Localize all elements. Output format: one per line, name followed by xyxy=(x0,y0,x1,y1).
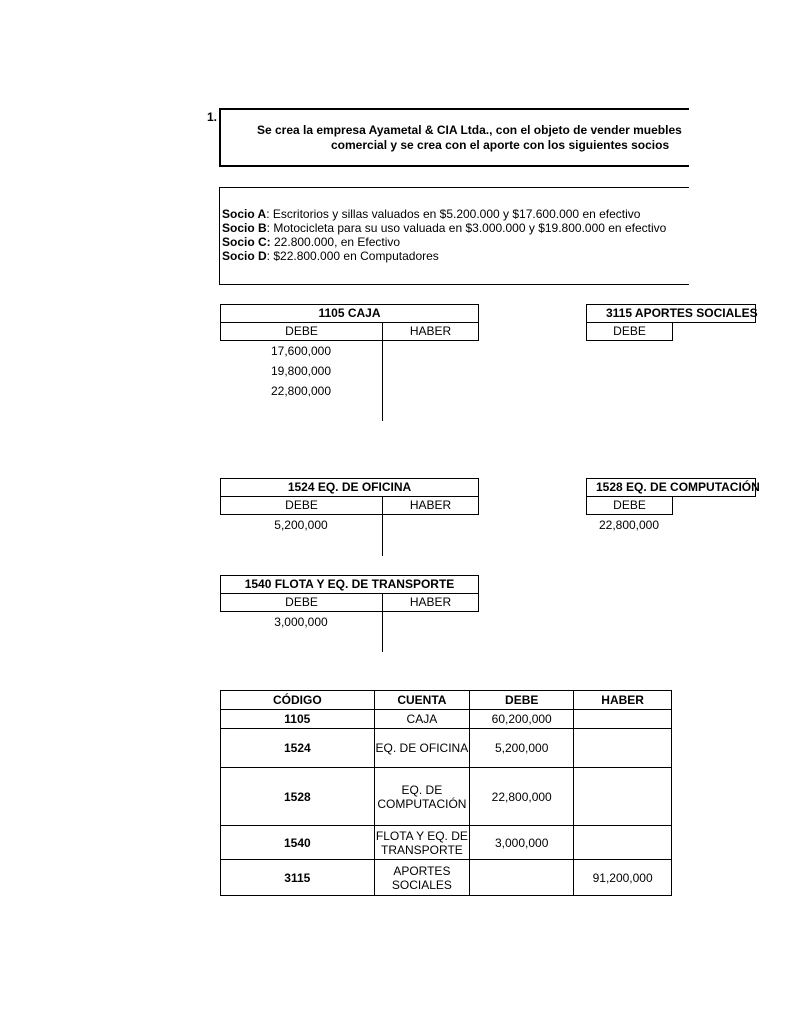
title-box xyxy=(219,108,689,167)
haber-header: HABER xyxy=(382,496,479,515)
socio-text: Escritorios y sillas valuados en $5.200.000 y $17.600.000 en efectivo xyxy=(269,207,641,221)
summary-table xyxy=(220,690,672,896)
debe-header: DEBE xyxy=(220,322,383,341)
debe-value: 22,800,000 xyxy=(598,518,660,532)
table-row xyxy=(221,826,672,860)
socio-text: Motocicleta para su uso valuada en $3.000.000 y $19.800.000 en efectivo xyxy=(270,221,667,235)
cell-haber xyxy=(574,710,672,729)
table-row xyxy=(221,710,672,729)
table-row xyxy=(221,860,672,896)
cell-debe: 60,200,000 xyxy=(470,710,574,729)
cell-codigo: 1105 xyxy=(221,710,375,729)
socio-text: 22.800.000, en Efectivo xyxy=(270,235,401,249)
socio-line xyxy=(222,207,640,221)
socio-name: Socio A xyxy=(222,207,267,221)
exercise-number: 1. xyxy=(207,110,218,124)
t-divider xyxy=(382,341,383,421)
debe-header: DEBE xyxy=(220,496,383,515)
socio-sep: : xyxy=(266,249,271,263)
debe-value: 5,200,000 xyxy=(274,518,328,532)
socio-line xyxy=(222,221,666,235)
col-header-debe: DEBE xyxy=(470,691,574,710)
debe-value: 3,000,000 xyxy=(274,615,328,629)
cell-debe: 22,800,000 xyxy=(470,768,574,826)
debe-header: DEBE xyxy=(220,593,383,612)
cell-cuenta: APORTES SOCIALES xyxy=(374,860,470,896)
cell-debe xyxy=(470,860,574,896)
table-header-row xyxy=(221,691,672,710)
socio-sep: : xyxy=(266,221,271,235)
debe-value: 22,800,000 xyxy=(270,384,332,398)
cell-codigo: 3115 xyxy=(221,860,375,896)
cell-cuenta: EQ. DE OFICINA xyxy=(374,729,470,768)
t-account-title: 1105 CAJA xyxy=(220,304,479,323)
socio-name: Socio B xyxy=(222,221,267,235)
haber-header: HABER xyxy=(382,322,479,341)
t-divider xyxy=(382,612,383,652)
title-line-2: comercial y se crea con el aporte con los siguientes socios xyxy=(331,138,670,152)
t-account-title: 3115 APORTES SOCIALES xyxy=(586,304,756,323)
title-line-1: Se crea la empresa Ayametal & CIA Ltda., con el objeto de vender muebles xyxy=(257,123,682,137)
socio-name: Socio C: xyxy=(222,235,271,249)
debe-header: DEBE xyxy=(586,496,673,515)
col-header-codigo: CÓDIGO xyxy=(221,691,375,710)
cell-haber xyxy=(574,729,672,768)
debe-value: 17,600,000 xyxy=(270,344,332,358)
cell-codigo: 1540 xyxy=(221,826,375,860)
cell-haber xyxy=(574,826,672,860)
cell-cuenta: EQ. DE COMPUTACIÓN xyxy=(374,768,470,826)
socio-name: Socio D xyxy=(222,249,267,263)
table-row xyxy=(221,768,672,826)
socio-text: $22.800.000 en Computadores xyxy=(270,249,439,263)
col-header-cuenta: CUENTA xyxy=(374,691,470,710)
t-account-title: 1540 FLOTA Y EQ. DE TRANSPORTE xyxy=(220,575,479,594)
debe-header: DEBE xyxy=(586,322,673,341)
t-account-title: 1528 EQ. DE COMPUTACIÓN xyxy=(586,478,756,497)
cell-haber: 91,200,000 xyxy=(574,860,672,896)
cell-debe: 5,200,000 xyxy=(470,729,574,768)
cell-debe: 3,000,000 xyxy=(470,826,574,860)
table-row xyxy=(221,729,672,768)
cell-codigo: 1528 xyxy=(221,768,375,826)
socio-line xyxy=(222,249,439,263)
cell-codigo: 1524 xyxy=(221,729,375,768)
cell-cuenta: CAJA xyxy=(374,710,470,729)
cell-haber xyxy=(574,768,672,826)
socio-sep: : xyxy=(266,207,270,221)
socio-line xyxy=(222,235,400,249)
debe-value: 19,800,000 xyxy=(270,364,332,378)
haber-header: HABER xyxy=(382,593,479,612)
t-account-title: 1524 EQ. DE OFICINA xyxy=(220,478,479,497)
socios-box xyxy=(219,187,689,285)
cell-cuenta: FLOTA Y EQ. DE TRANSPORTE xyxy=(374,826,470,860)
t-divider xyxy=(382,515,383,556)
col-header-haber: HABER xyxy=(574,691,672,710)
